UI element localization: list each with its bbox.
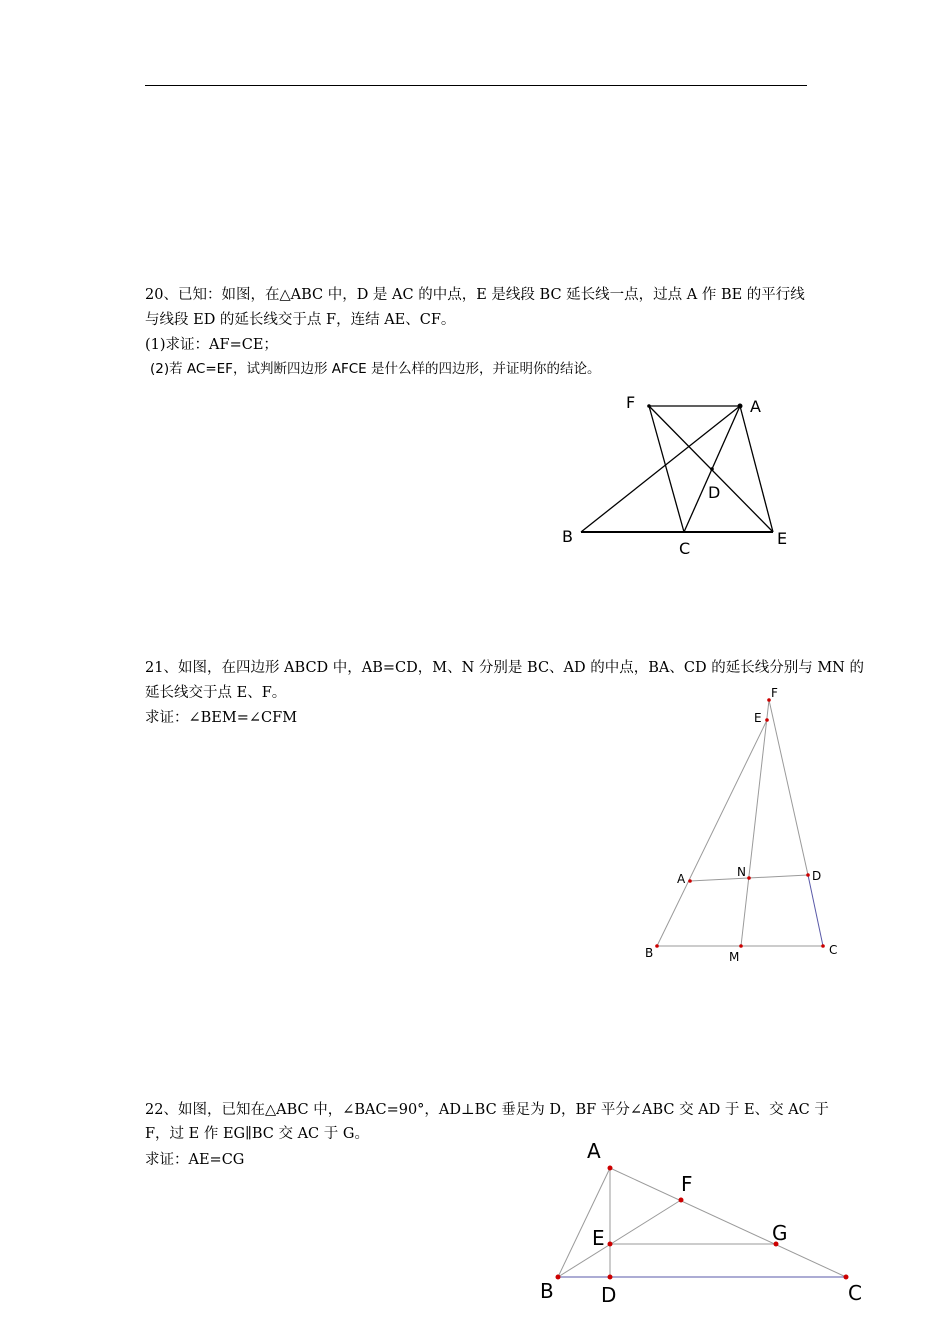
label-21-d: D [812, 869, 822, 883]
point-n [747, 876, 751, 880]
figure-21 [657, 700, 823, 946]
point-f [647, 404, 651, 408]
point-a [688, 879, 692, 883]
point-b [655, 944, 659, 948]
label-21-n: N [737, 865, 746, 879]
segment-mf [741, 700, 769, 946]
problem-22-line-1: 22、如图，已知在△ABC 中，∠BAC=90°，AD⊥BC 垂足为 D，BF 平分∠ABC 交 AD 于 E、交 AC 于 [145, 1102, 829, 1118]
point-d [806, 873, 810, 877]
label-20-d: D [708, 483, 721, 502]
point-m [739, 944, 743, 948]
segment-fc [649, 406, 684, 532]
segment-dc [808, 875, 823, 946]
problem-21-line-2: 延长线交于点 E、F。 [145, 685, 287, 701]
label-20-c: C [679, 539, 691, 558]
segment-be [657, 720, 767, 946]
problem-22-line-2: F，过 E 作 EG∥BC 交 AC 于 G。 [145, 1126, 369, 1142]
label-22-e: E [592, 1226, 605, 1250]
point-b [556, 1275, 561, 1280]
label-22-b: B [540, 1279, 554, 1303]
figure-22 [558, 1168, 846, 1277]
point-e [608, 1242, 613, 1247]
label-20-b: B [562, 527, 573, 546]
label-21-b: B [645, 946, 654, 960]
label-22-f: F [681, 1172, 693, 1196]
problem-20-line-1: 20、已知：如图，在△ABC 中，D 是 AC 的中点，E 是线段 BC 延长线一点，过点 A 作 BE 的平行线 [145, 287, 805, 303]
label-20-f: F [626, 393, 636, 412]
point-c [844, 1275, 849, 1280]
label-22-a: A [587, 1139, 601, 1163]
point-c [821, 944, 825, 948]
point-f [679, 1198, 684, 1203]
label-22-d: D [601, 1283, 617, 1307]
point-a [738, 404, 743, 409]
problem-20-line-2: 与线段 ED 的延长线交于点 F，连结 AE、CF。 [145, 312, 456, 328]
problem-21-line-1: 21、如图，在四边形 ABCD 中，AB=CD，M、N 分别是 BC、AD 的中点，BA、CD 的延长线分别与 MN 的 [145, 660, 864, 676]
point-d [710, 467, 714, 471]
label-20-a: A [750, 397, 761, 416]
label-21-f: F [771, 686, 778, 700]
problem-20-part-1: (1)求证：AF=CE； [145, 337, 278, 353]
label-21-a: A [677, 872, 686, 886]
label-21-e: E [754, 711, 762, 725]
label-20-e: E [777, 529, 788, 548]
point-d [608, 1275, 613, 1280]
label-22-g: G [772, 1221, 788, 1245]
label-21-m: M [729, 950, 740, 964]
label-21-c: C [829, 943, 838, 957]
label-22-c: C [848, 1281, 862, 1305]
problem-22-prove: 求证：AE=CG [145, 1152, 245, 1168]
segment-ba [581, 406, 740, 532]
point-a [608, 1166, 613, 1171]
segment-ae [740, 406, 773, 532]
figure-20 [581, 406, 773, 532]
segment-df [769, 700, 808, 875]
problem-21-prove: 求证：∠BEM=∠CFM [145, 710, 298, 726]
point-e [765, 718, 769, 722]
problem-20-part-2: (2)若 AC=EF，试判断四边形 AFCE 是什么样的四边形，并证明你的结论。 [150, 361, 601, 377]
